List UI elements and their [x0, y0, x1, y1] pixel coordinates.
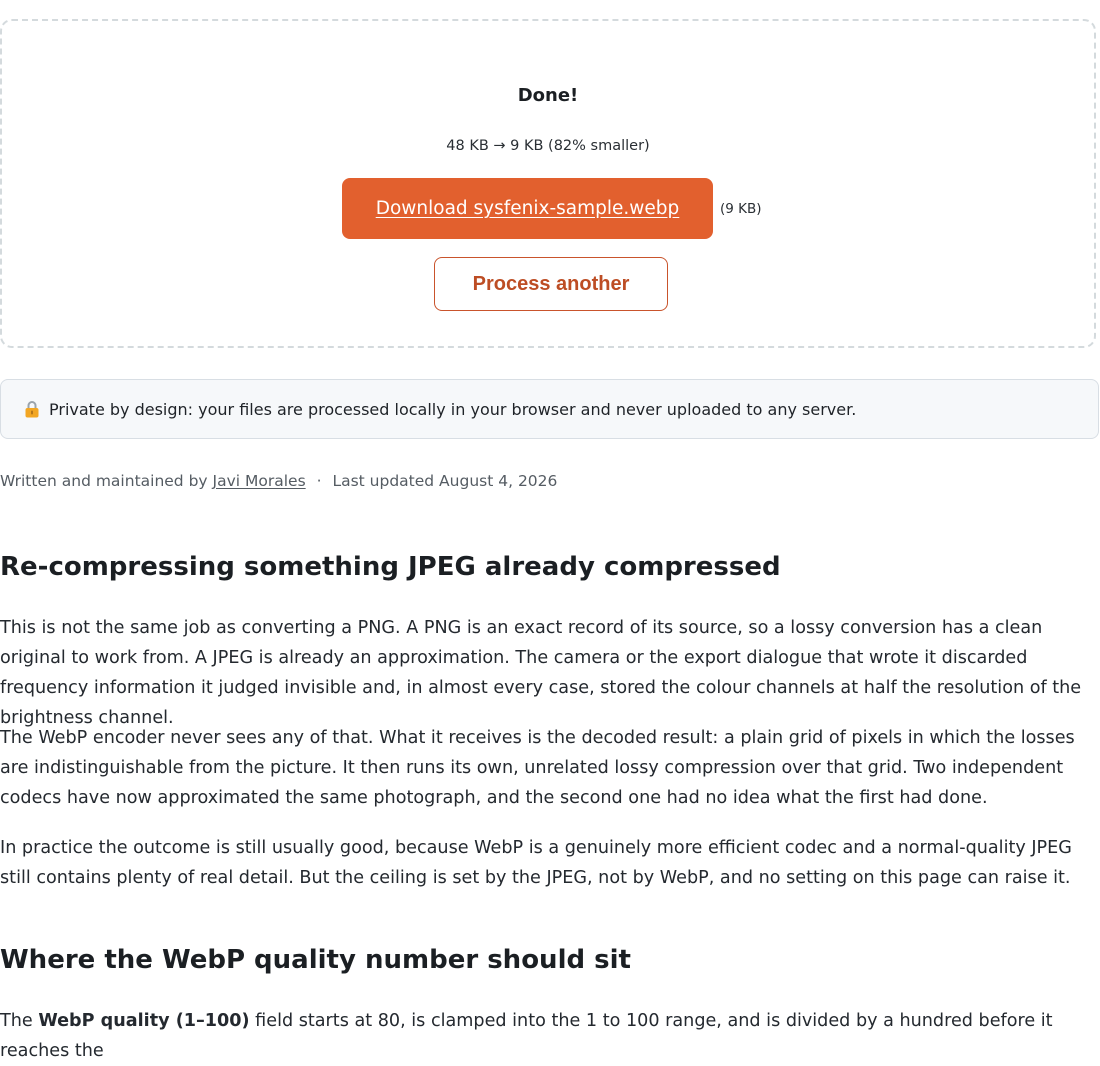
- article-paragraph: This is not the same job as converting a PNG. A PNG is an exact record of its source, so a lossy conversion has a clean original to work from. A JPEG is already an approximation. The camera or the export dialogue that wrote it discarded frequency information it judged invisible and, in almost every case, stored the colour channels at half the resolution of the brightness channel.: [0, 618, 1082, 728]
- quality-field-name: WebP quality (1–100): [38, 1011, 250, 1031]
- author-link[interactable]: Javi Morales: [212, 472, 306, 490]
- privacy-text: Private by design: your files are processed locally in your browser and never uploaded to any server.: [49, 399, 857, 419]
- para-rest: field starts at 80, is clamped into the 1 to 100 range, and is divided by a hundred before it reaches the: [0, 1011, 1053, 1061]
- article-paragraph: The WebP encoder never sees any of that. What it receives is the decoded result: a plain grid of pixels in which the losses are indistinguishable from the picture. It then runs its own, unrelated lossy compression over that grid. Two independent codecs have now approximated the same photograph, and the second one had no idea what the first had done.: [0, 728, 1075, 808]
- byline-separator: ·: [316, 472, 322, 490]
- byline-prefix: Written and maintained by: [0, 472, 208, 490]
- article-paragraph: [0, 1006, 1100, 1066]
- status-title: Done!: [517, 85, 579, 106]
- article-paragraph: In practice the outcome is still usually good, because WebP is a genuinely more efficient codec and a normal-quality JPEG still contains plenty of real detail. But the ceiling is set by the JPEG, not by WebP, and no setting on this page can raise it.: [0, 838, 1072, 888]
- result-card: [0, 19, 1096, 348]
- byline: [0, 472, 557, 490]
- section-heading-quality: Where the WebP quality number should sit: [0, 945, 631, 975]
- section-heading-recompressing: Re-compressing something JPEG already compressed: [0, 552, 781, 582]
- para-prefix: The: [0, 1011, 33, 1031]
- last-updated: Last updated August 4, 2026: [332, 472, 558, 490]
- download-size: (9 KB): [720, 200, 762, 217]
- download-row: [342, 178, 762, 239]
- lock-icon: [24, 400, 40, 418]
- privacy-note: [0, 379, 1099, 439]
- download-button[interactable]: Download sysfenix-sample.webp: [342, 178, 713, 239]
- size-summary: 48 KB → 9 KB (82% smaller): [446, 138, 650, 154]
- process-another-button[interactable]: Process another: [434, 257, 668, 311]
